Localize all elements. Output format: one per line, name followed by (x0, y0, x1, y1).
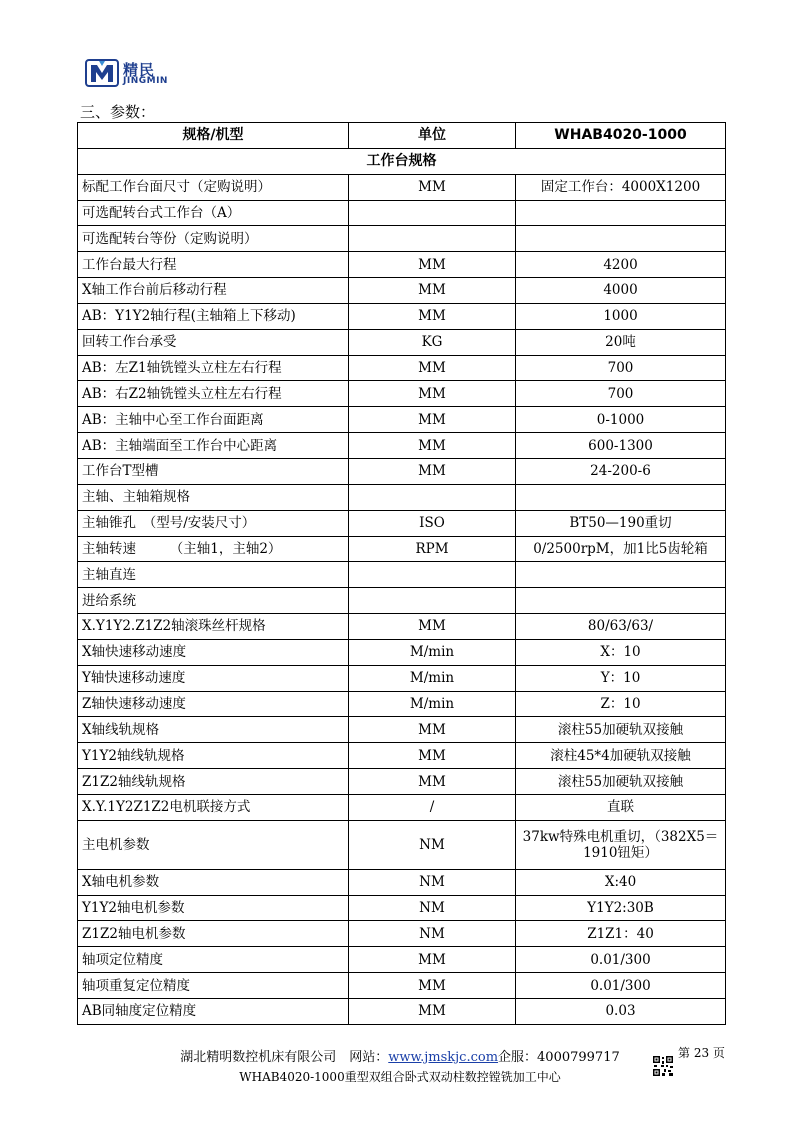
value-cell: 700 (516, 355, 726, 381)
unit-cell: MM (349, 381, 516, 407)
unit-cell: MM (349, 769, 516, 795)
table-row (78, 433, 726, 459)
value-cell: 80/63/63/ (516, 614, 726, 640)
unit-cell: ISO (349, 510, 516, 536)
value-cell (516, 200, 726, 226)
spec-name-cell: X轴工作台前后移动行程 (78, 278, 349, 304)
unit-cell: RPM (349, 536, 516, 562)
unit-cell: MM (349, 355, 516, 381)
company-logo (85, 56, 215, 92)
table-row (78, 973, 726, 999)
spec-name-cell: X轴电机参数 (78, 869, 349, 895)
footer-subtitle: WHAB4020-1000重型双组合卧式双动柱数控镗铣加工中心 (239, 1070, 561, 1084)
spec-name-cell: AB：主轴端面至工作台中心距离 (78, 433, 349, 459)
value-cell: 直联 (516, 794, 726, 820)
value-cell: 滚柱45*4加硬轨双接触 (516, 743, 726, 769)
logo-text-en: JINGMIN (123, 76, 168, 86)
table-row (78, 769, 726, 795)
unit-cell (349, 484, 516, 510)
unit-cell: M/min (349, 691, 516, 717)
unit-cell: NM (349, 921, 516, 947)
unit-cell (349, 562, 516, 588)
table-row (78, 947, 726, 973)
value-cell: 20吨 (516, 329, 726, 355)
unit-cell: MM (349, 433, 516, 459)
value-cell: 0.01/300 (516, 947, 726, 973)
unit-cell (349, 588, 516, 614)
table-row (78, 355, 726, 381)
table-row (78, 614, 726, 640)
header-unit: 单位 (349, 123, 516, 149)
table-row (78, 329, 726, 355)
spec-name-cell: X.Y.1Y2Z1Z2电机联接方式 (78, 794, 349, 820)
value-cell: Z1Z1：40 (516, 921, 726, 947)
table-row (78, 921, 726, 947)
spec-name-cell: 可选配转台式工作台（A） (78, 200, 349, 226)
unit-cell: M/min (349, 665, 516, 691)
value-cell: 37kw特殊电机重切，（382X5＝1910钮矩） (516, 820, 726, 869)
unit-cell: MM (349, 717, 516, 743)
spec-name-cell: 工作台T型槽 (78, 458, 349, 484)
value-cell: BT50—190重切 (516, 510, 726, 536)
logo-text-cn: 精民 (123, 61, 156, 79)
value-cell: 滚柱55加硬轨双接触 (516, 769, 726, 795)
table-row (78, 639, 726, 665)
value-cell: 0.01/300 (516, 973, 726, 999)
spec-name-cell: AB：左Z1轴铣镗头立柱左右行程 (78, 355, 349, 381)
spec-name-cell: 可选配转台等份（定购说明） (78, 226, 349, 252)
table-row (78, 794, 726, 820)
spec-name-cell: X轴快速移动速度 (78, 639, 349, 665)
spec-name-cell: Y轴快速移动速度 (78, 665, 349, 691)
unit-cell: MM (349, 743, 516, 769)
unit-cell: MM (349, 999, 516, 1025)
table-row (78, 252, 726, 278)
table-row (78, 999, 726, 1025)
footer-website-link[interactable]: www.jmskjc.com (388, 1050, 499, 1065)
table-header-row (78, 123, 726, 149)
value-cell: 0/2500rpM，加1比5齿轮箱 (516, 536, 726, 562)
table-row (78, 174, 726, 200)
unit-cell: NM (349, 820, 516, 869)
value-cell: 滚柱55加硬轨双接触 (516, 717, 726, 743)
table-row (78, 869, 726, 895)
jingmin-logo-icon (85, 56, 119, 90)
value-cell: Y：10 (516, 665, 726, 691)
table-row (78, 226, 726, 252)
value-cell: 4000 (516, 278, 726, 304)
table-row (78, 303, 726, 329)
unit-cell (349, 226, 516, 252)
spec-name-cell: AB：右Z2轴铣镗头立柱左右行程 (78, 381, 349, 407)
table-row (78, 278, 726, 304)
value-cell (516, 226, 726, 252)
spec-name-cell: 主轴直连 (78, 562, 349, 588)
value-cell: Z：10 (516, 691, 726, 717)
table-row (78, 588, 726, 614)
section-title: 三、参数： (80, 103, 156, 121)
group-title: 工作台规格 (78, 148, 726, 174)
unit-cell: MM (349, 947, 516, 973)
group-row (78, 148, 726, 174)
unit-cell: MM (349, 303, 516, 329)
table-row (78, 458, 726, 484)
table-row (78, 562, 726, 588)
spec-name-cell: X.Y1Y2.Z1Z2轴滚珠丝杆规格 (78, 614, 349, 640)
spec-name-cell: Z1Z2轴电机参数 (78, 921, 349, 947)
spec-name-cell: Y1Y2轴电机参数 (78, 895, 349, 921)
value-cell (516, 562, 726, 588)
spec-name-cell: 主轴转速 （主轴1，主轴2） (78, 536, 349, 562)
value-cell: 0.03 (516, 999, 726, 1025)
spec-name-cell: Z1Z2轴线轨规格 (78, 769, 349, 795)
table-row (78, 820, 726, 869)
value-cell: Y1Y2:30B (516, 895, 726, 921)
value-cell (516, 588, 726, 614)
spec-name-cell: 主电机参数 (78, 820, 349, 869)
unit-cell: NM (349, 869, 516, 895)
unit-cell: MM (349, 973, 516, 999)
table-row (78, 717, 726, 743)
table-row (78, 510, 726, 536)
table-row (78, 484, 726, 510)
spec-table (77, 122, 726, 1025)
unit-cell: MM (349, 614, 516, 640)
header-model: WHAB4020-1000 (516, 123, 726, 149)
value-cell: 0-1000 (516, 407, 726, 433)
spec-name-cell: Y1Y2轴线轨规格 (78, 743, 349, 769)
unit-cell: MM (349, 458, 516, 484)
spec-name-cell: Z轴快速移动速度 (78, 691, 349, 717)
table-row (78, 895, 726, 921)
spec-name-cell: AB：主轴中心至工作台面距离 (78, 407, 349, 433)
unit-cell: MM (349, 407, 516, 433)
value-cell: 24-200-6 (516, 458, 726, 484)
page-number: 第 23 页 (678, 1046, 725, 1060)
spec-name-cell: X轴线轨规格 (78, 717, 349, 743)
spec-name-cell: 主轴锥孔 （型号/安装尺寸） (78, 510, 349, 536)
value-cell: 700 (516, 381, 726, 407)
value-cell: 固定工作台：4000X1200 (516, 174, 726, 200)
header-spec: 规格/机型 (78, 123, 349, 149)
unit-cell (349, 200, 516, 226)
spec-name-cell: 主轴、主轴箱规格 (78, 484, 349, 510)
footer-company: 湖北精明数控机床有限公司 网站： (180, 1050, 389, 1065)
value-cell: 600-1300 (516, 433, 726, 459)
unit-cell: KG (349, 329, 516, 355)
value-cell: 4200 (516, 252, 726, 278)
spec-name-cell: AB同轴度定位精度 (78, 999, 349, 1025)
spec-name-cell: 轴项定位精度 (78, 947, 349, 973)
unit-cell: M/min (349, 639, 516, 665)
footer-tel: 企服：4000799717 (498, 1050, 620, 1065)
unit-cell: MM (349, 174, 516, 200)
unit-cell: MM (349, 252, 516, 278)
spec-name-cell: 进给系统 (78, 588, 349, 614)
table-row (78, 381, 726, 407)
spec-name-cell: 工作台最大行程 (78, 252, 349, 278)
table-row (78, 200, 726, 226)
table-row (78, 665, 726, 691)
value-cell: X：10 (516, 639, 726, 665)
table-row (78, 743, 726, 769)
unit-cell: NM (349, 895, 516, 921)
spec-name-cell: 回转工作台承受 (78, 329, 349, 355)
unit-cell: / (349, 794, 516, 820)
value-cell (516, 484, 726, 510)
table-row (78, 536, 726, 562)
table-row (78, 691, 726, 717)
value-cell: 1000 (516, 303, 726, 329)
spec-name-cell: 标配工作台面尺寸（定购说明） (78, 174, 349, 200)
table-row (78, 407, 726, 433)
unit-cell: MM (349, 278, 516, 304)
spec-name-cell: AB：Y1Y2轴行程(主轴箱上下移动) (78, 303, 349, 329)
value-cell: X:40 (516, 869, 726, 895)
spec-name-cell: 轴项重复定位精度 (78, 973, 349, 999)
